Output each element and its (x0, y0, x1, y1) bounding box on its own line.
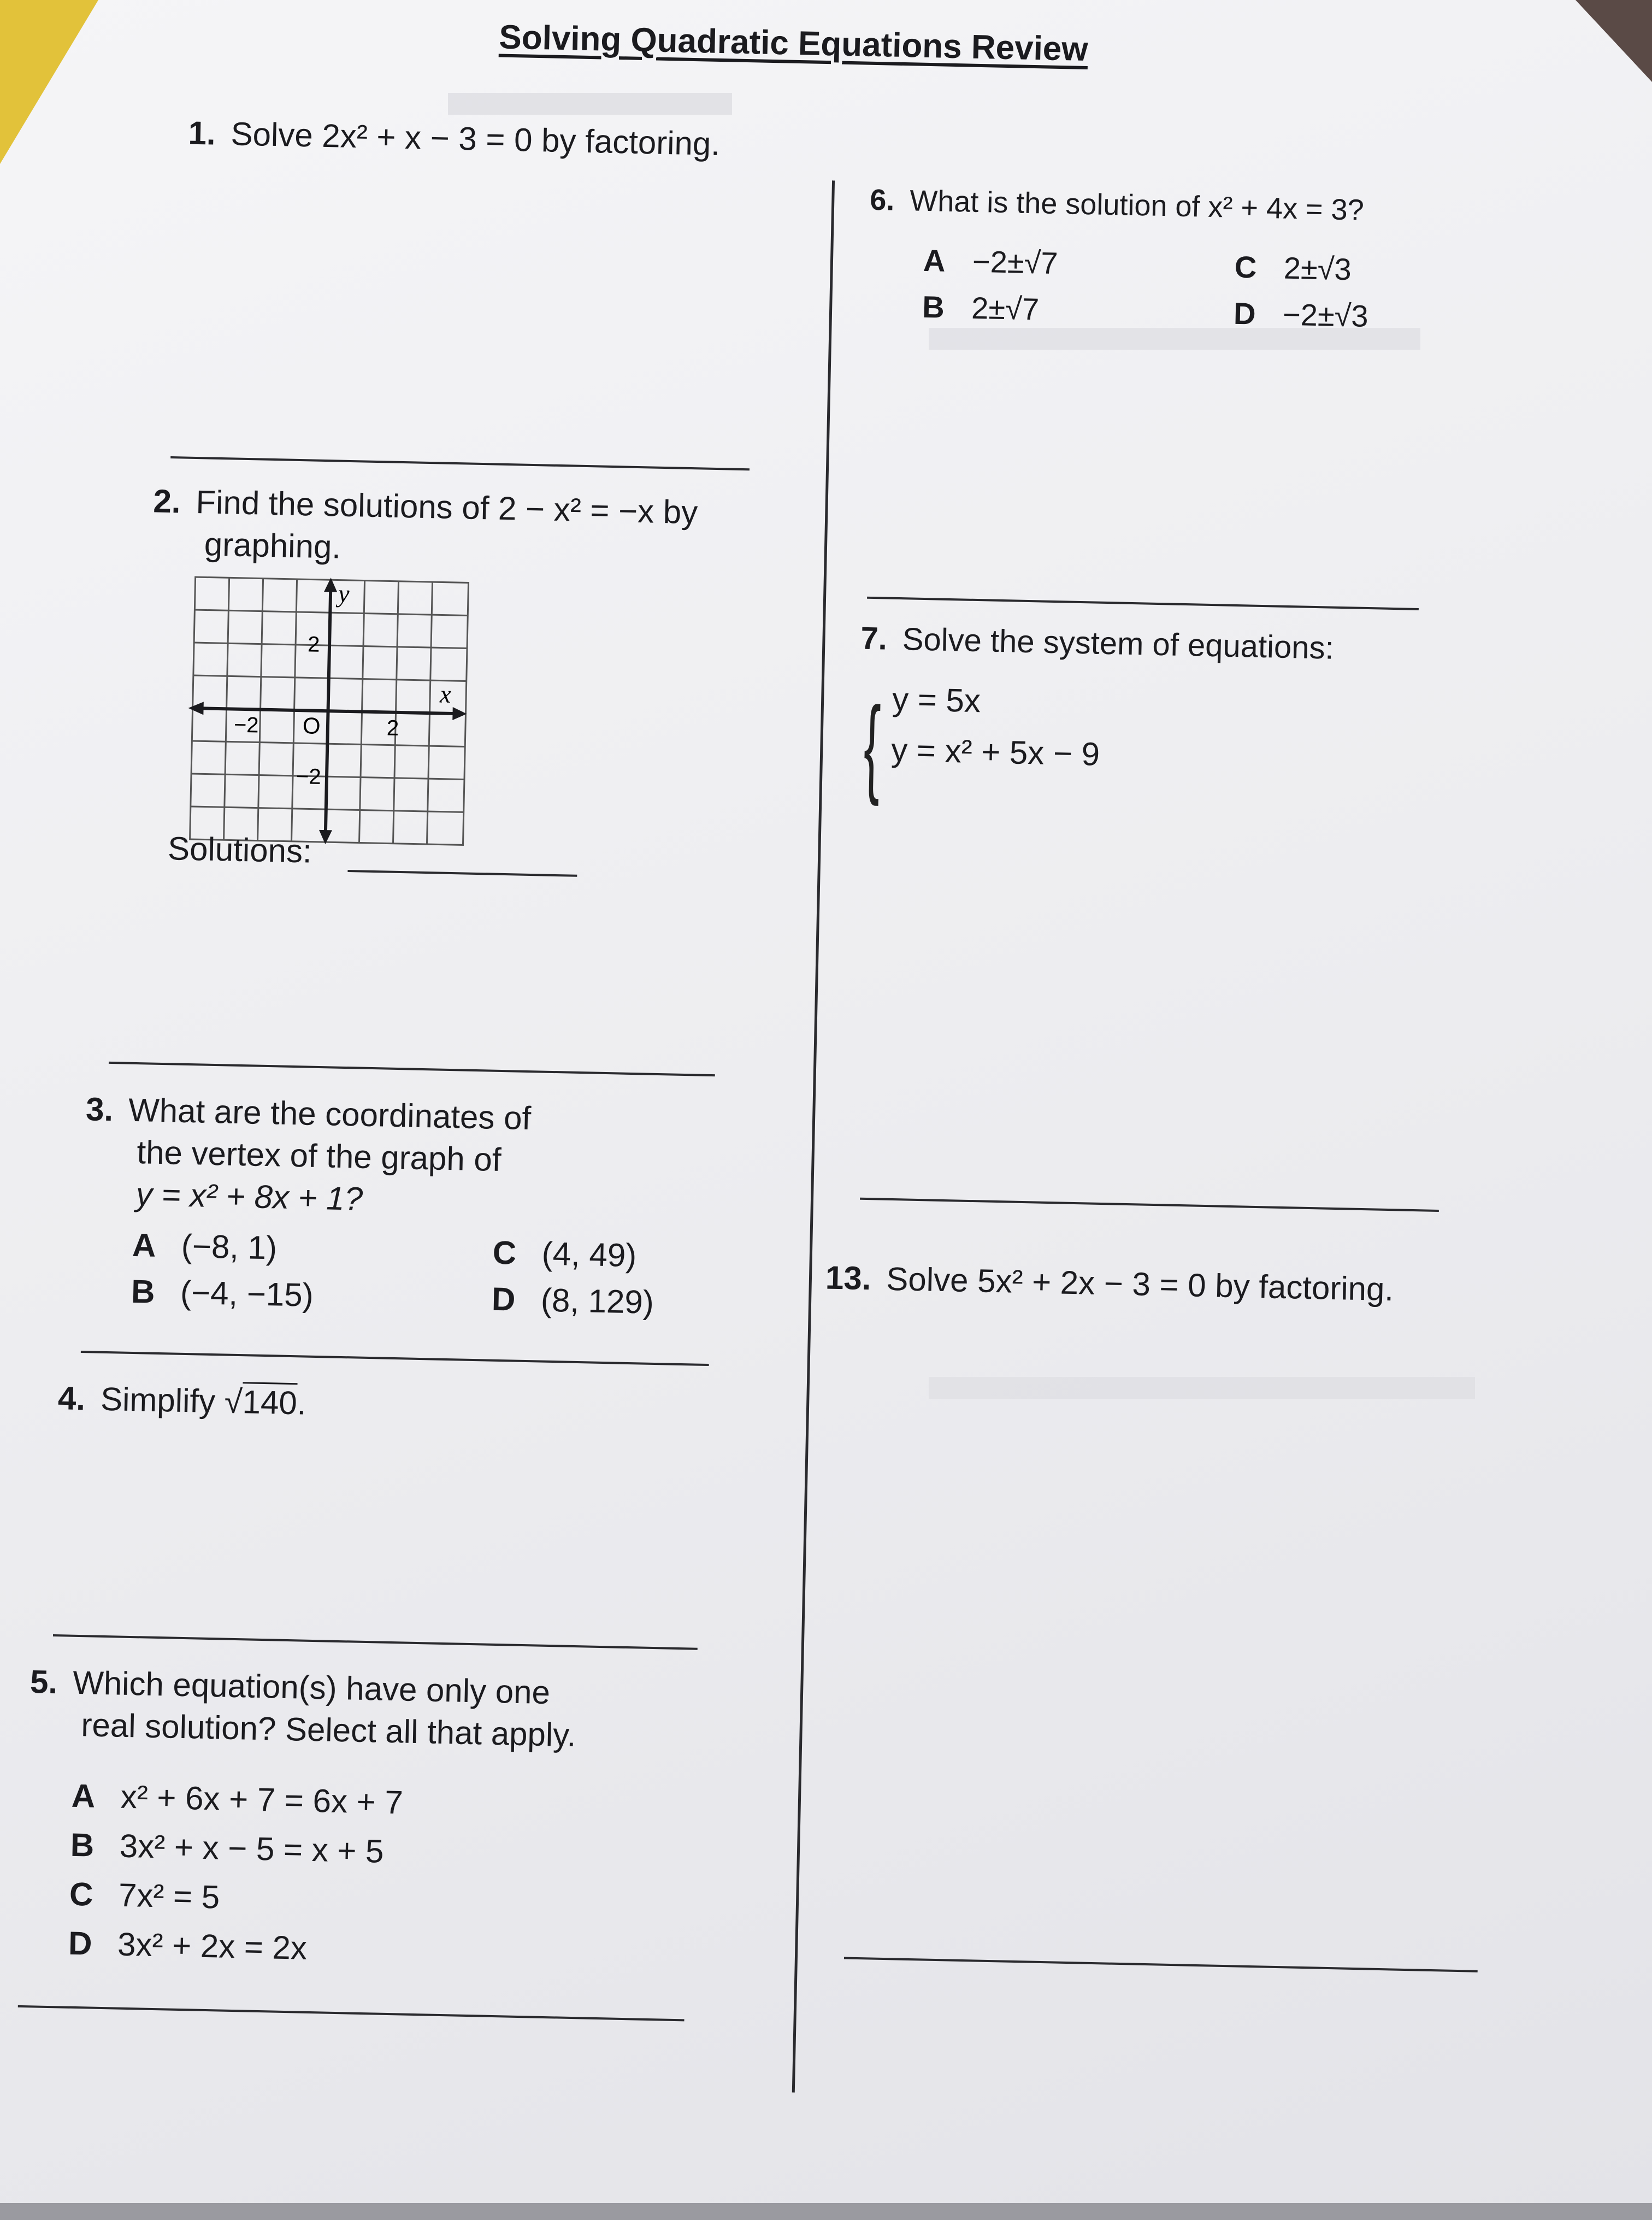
option-value: 2±√7 (971, 290, 1040, 327)
option-5c[interactable] (69, 1875, 220, 1916)
question-3 (84, 1088, 532, 1223)
option-6b[interactable] (922, 289, 1040, 327)
question-number: 13. (825, 1259, 872, 1297)
equation-2: y = x² + 5x − 9 (890, 731, 1100, 773)
y-axis-label: y (338, 579, 350, 608)
question-13 (825, 1257, 1394, 1311)
question-7 (860, 619, 1335, 669)
system-of-equations (863, 674, 1101, 807)
solutions-text: Solutions: (167, 830, 312, 870)
question-text: Solve 5x² + 2x − 3 = 0 by factoring. (886, 1260, 1394, 1308)
worksheet-title: Solving Quadratic Equations Review (498, 18, 1089, 69)
option-value: (−4, −15) (180, 1274, 314, 1314)
option-3a[interactable] (132, 1226, 277, 1267)
option-value: 3x² + x − 5 = x + 5 (119, 1827, 385, 1870)
background-folder-corner (0, 0, 98, 164)
coordinate-grid[interactable] (184, 572, 474, 851)
option-6a[interactable] (923, 243, 1058, 281)
option-value: (8, 129) (540, 1281, 654, 1321)
option-5b[interactable] (70, 1826, 384, 1870)
option-3d[interactable] (491, 1280, 654, 1321)
option-letter: B (70, 1826, 95, 1864)
answer-line-2[interactable] (109, 1062, 715, 1076)
system-brace: { (863, 684, 882, 807)
option-6c[interactable] (1234, 249, 1352, 287)
answer-line-1[interactable] (170, 456, 750, 470)
option-value: (−8, 1) (181, 1227, 278, 1267)
option-value: x² + 6x + 7 = 6x + 7 (120, 1778, 404, 1821)
question-text-line-1: What are the coordinates of (128, 1091, 532, 1137)
question-1 (188, 113, 721, 166)
option-3b[interactable] (131, 1273, 314, 1314)
question-number: 7. (860, 620, 888, 657)
option-value: −2±√3 (1282, 297, 1369, 333)
question-text-line-1: Find the solutions of 2 − x² = −x by (195, 484, 698, 531)
x-axis-arrow-right (452, 707, 467, 721)
answer-line-7[interactable] (860, 1198, 1439, 1212)
question-text: Solve 2x² + x − 3 = 0 by factoring. (230, 115, 721, 162)
option-value: (4, 49) (541, 1235, 637, 1274)
equation-1: y = 5x (892, 680, 981, 720)
question-text: Solve the system of equations: (902, 621, 1335, 666)
option-letter: C (492, 1234, 517, 1271)
radicand: 140 (242, 1383, 298, 1422)
option-5a[interactable] (71, 1777, 403, 1822)
question-number: 4. (57, 1380, 86, 1417)
question-text-line-3: y = x² + 8x + 1? (135, 1175, 363, 1217)
axes (190, 580, 463, 839)
radical-sign: √ (224, 1383, 243, 1421)
question-2 (152, 480, 698, 575)
option-letter: C (1234, 249, 1258, 285)
x-axis-label: x (439, 680, 452, 708)
question-number: 5. (30, 1663, 58, 1701)
option-value: 7x² = 5 (118, 1876, 220, 1916)
option-letter: A (132, 1226, 157, 1264)
option-value: −2±√7 (972, 244, 1059, 280)
option-letter: D (68, 1924, 93, 1962)
option-3c[interactable] (492, 1234, 637, 1275)
answer-line-13[interactable] (844, 1957, 1478, 1972)
option-letter: A (923, 243, 946, 278)
question-text-line-2: the vertex of the graph of (136, 1133, 502, 1178)
x-tick-positive-2: 2 (386, 716, 399, 740)
question-number: 2. (152, 482, 181, 520)
option-letter: D (491, 1280, 516, 1318)
option-letter: D (1233, 296, 1256, 331)
option-6d[interactable] (1233, 296, 1368, 334)
option-5d[interactable] (68, 1924, 307, 1967)
x-axis-arrow-left (188, 702, 203, 715)
question-text-line-2: graphing. (204, 526, 341, 566)
option-value: 3x² + 2x = 2x (117, 1925, 308, 1966)
answer-line-6[interactable] (867, 597, 1419, 610)
option-letter: B (922, 289, 945, 325)
answer-line-5[interactable] (18, 2005, 685, 2022)
option-letter: B (131, 1273, 156, 1310)
background-table-corner (1576, 0, 1652, 82)
y-tick-negative-2: −2 (296, 764, 322, 789)
option-value: 2±√3 (1283, 250, 1352, 287)
question-5 (29, 1661, 577, 1757)
answer-line-3[interactable] (81, 1351, 709, 1366)
question-number: 3. (85, 1091, 114, 1128)
answer-line-4[interactable] (53, 1634, 698, 1650)
y-tick-positive-2: 2 (307, 632, 320, 657)
option-letter: C (69, 1875, 94, 1913)
solutions-label (167, 828, 312, 873)
solutions-answer-line[interactable] (347, 870, 577, 877)
question-text: What is the solution of x² + 4x = 3? (909, 184, 1365, 227)
question-text-end: . (297, 1385, 307, 1422)
question-6 (870, 181, 1365, 229)
option-letter: A (71, 1777, 96, 1815)
origin-label: O (302, 712, 321, 739)
question-4 (57, 1377, 306, 1424)
question-text-line-1: Which equation(s) have only one (72, 1664, 551, 1711)
question-text: Simplify (100, 1380, 225, 1420)
question-number: 6. (869, 183, 895, 217)
question-number: 1. (187, 114, 216, 152)
question-text-line-2: real solution? Select all that apply. (80, 1706, 577, 1753)
x-tick-negative-2: −2 (233, 712, 259, 738)
column-divider (792, 180, 835, 2092)
